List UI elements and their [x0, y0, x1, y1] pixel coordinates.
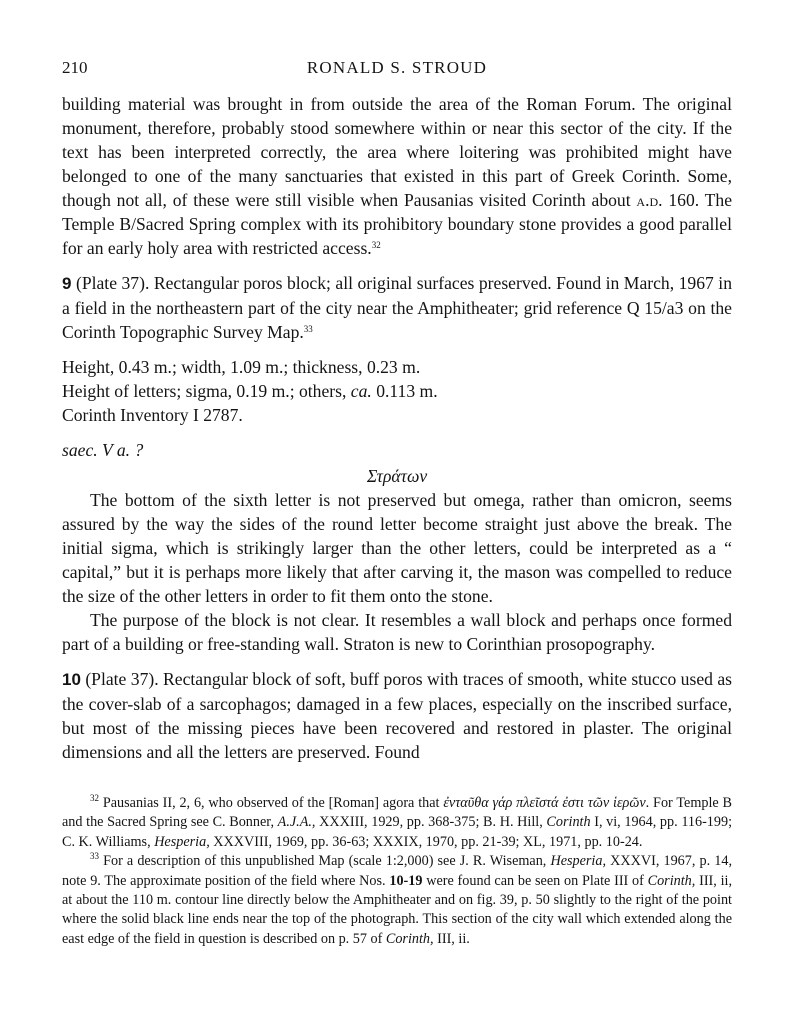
- entry-10-description: 10 (Plate 37). Rectangular block of soft, buff poros with traces of smooth, white stucco used as the cover-slab of a sarcophagos; damaged in a few places, especially on the inscribed surface, but most of the missing pieces have been recovered and restored in plaster. The original dimensions and all the letters are preserved. Found: [62, 669, 732, 762]
- commentary-paragraph-2: The purpose of the block is not clear. It resembles a wall block and perhaps once formed part of a building or free-standing wall. Straton is new to Corinthian prosopography.: [62, 610, 732, 654]
- entry-number-10: 10: [62, 670, 81, 689]
- entry-9-metadata: [62, 355, 732, 427]
- inventory-number: Corinth Inventory I 2787.: [62, 405, 243, 425]
- running-header: [62, 58, 732, 80]
- entry-number-9: 9: [62, 274, 72, 293]
- page-number: 210: [62, 58, 88, 77]
- era-abbreviation: a.d.: [636, 190, 663, 210]
- entry-9-description: 9 (Plate 37). Rectangular poros block; all original surfaces preserved. Found in March, 1967 in a field in the northeastern part of the city near the Amphitheater; grid reference Q 15/a3 on the Corinth Topographic Survey Map.$^{33}$: [62, 273, 732, 342]
- footnote-33: $^{33}$ For a description of this unpublished Map (scale 1:2,000) see J. R. Wiseman, Hesperia, XXXVI, 1967, p. 14, note 9. The approximate position of the field where Nos. 10-19 were found can be seen on Plate III of Corinth, III, ii, at about the 110 m. contour line directly below the Amphitheater and on fig. 39, p. 50 slightly to the right of the point where the solid black line ends near the top of the photograph. This section of the city wall which extended along the east edge of the field in question is described on p. 57 of Corinth, III, ii.: [62, 851, 733, 947]
- main-text: [62, 92, 732, 764]
- footnote-32: $^{32}$ Pausanias II, 2, 6, who observed of the [Roman] agora that ἐνταῦθα γάρ πλεῖστά ἐστι τῶν ἱερῶν. For Temple B and the Sacred Spring see C. Bonner, A.J.A., XXXIII, 1929, pp. 368-375; B. H. Hill, Corinth I, vi, 1964, pp. 116-199; C. K. Williams, Hesperia, XXXVIII, 1969, pp. 36-63; XXXIX, 1970, pp. 21-39; XL, 1971, pp. 10-24.: [62, 793, 733, 850]
- inscription-text: Στράτων: [366, 466, 428, 486]
- paragraph-intro: building material was brought in from outside the area of the Roman Forum. The original monument, therefore, probably stood somewhere within or near this sector of the city. If the text has been interpreted correctly, the area where loitering was prohibited might have belonged to one of the many sanctuaries that existed in this part of Greek Corinth. Some, though not all, of these were still visible when Pausanias visited Corinth about a.d. 160. The Temple B/Sacred Spring complex with its prohibitory boundary stone provides a good parallel for an early holy area with restricted access.$^{32}$: [62, 94, 733, 258]
- date-line: saec. V a. ?: [62, 440, 144, 460]
- greek-quotation: ἐνταῦθα γάρ πλεῖστά ἐστι τῶν ἱερῶν: [443, 795, 646, 811]
- letter-heights: Height of letters; sigma, 0.19 m.; others, ca. 0.113 m.: [62, 381, 438, 401]
- running-head-author: RONALD S. STROUD: [306, 58, 488, 77]
- footnote-ref-32: 32: [371, 240, 381, 250]
- footnote-ref-33: 33: [303, 324, 313, 334]
- dimensions: Height, 0.43 m.; width, 1.09 m.; thickness, 0.23 m.: [62, 357, 421, 377]
- commentary-paragraph-1: The bottom of the sixth letter is not preserved but omega, rather than omicron, seems assured by the way the sides of the round letter become straight just above the break. The initial sigma, which is strikingly larger than the other letters, could be interpreted as a “ capital,” but it is perhaps more likely that after carving it, the mason was compelled to reduce the size of the other letters in order to fit them onto the stone.: [62, 490, 732, 606]
- footnotes: [62, 794, 732, 949]
